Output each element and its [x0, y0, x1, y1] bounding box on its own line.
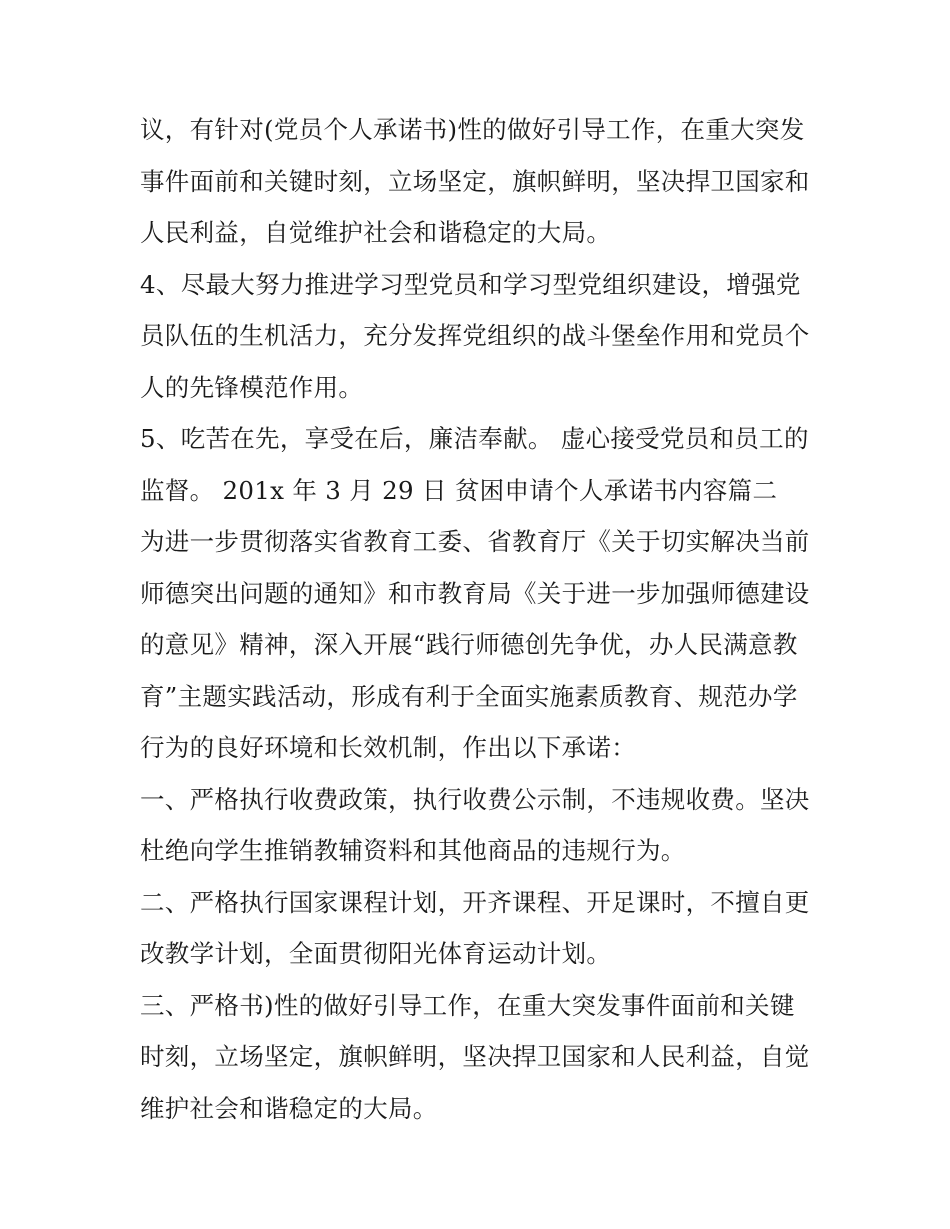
text-line-17: 改教学计划，全面贯彻阳光体育运动计划。 — [140, 939, 612, 968]
text-line-11: 的意见》精神，深入开展“践行师德创先争优，办人民满意教 — [140, 630, 798, 659]
text-line-12: 育”主题实践活动，形成有利于全面实施素质教育、规范办学 — [140, 681, 798, 711]
text-line-7: 5、吃苦在先，享受在后，廉洁奉献。 虚心接受党员和员工的 — [140, 424, 809, 453]
text-line-5: 员队伍的生机活力，充分发挥党组织的战斗堡垒作用和党员个 — [140, 321, 810, 350]
text-line-10: 师德突出问题的通知》和市教育局《关于进一步加强师德建设 — [140, 578, 810, 608]
text-line-6: 人的先锋模范作用。 — [140, 372, 364, 402]
text-line-19: 时刻，立场坚定，旗帜鲜明，坚决捍卫国家和人民利益，自觉 — [140, 1042, 810, 1071]
document-body — [140, 104, 820, 1134]
text-line-18: 三、严格书)性的做好引导工作，在重大突发事件面前和关键 — [140, 990, 795, 1020]
text-line-13: 行为的良好环境和长效机制，作出以下承诺： — [140, 733, 636, 762]
text-line-20: 维护社会和谐稳定的大局。 — [140, 1093, 438, 1123]
text-line-1: 议，有针对(党员个人承诺书)性的做好引导工作，在重大突发 — [140, 115, 805, 144]
text-line-16: 二、严格执行国家课程计划，开齐课程、开足课时，不擅自更 — [140, 887, 810, 917]
text-line-14: 一、严格执行收费政策，执行收费公示制，不违规收费。坚决 — [140, 784, 810, 814]
text-line-8: 监督。 201x 年 3 月 29 日 贫困申请个人承诺书内容篇二 — [140, 475, 778, 505]
text-line-15: 杜绝向学生推销教辅资料和其他商品的违规行为。 — [140, 836, 686, 865]
text-line-9: 为进一步贯彻落实省教育工委、省教育厅《关于切实解决当前 — [140, 527, 810, 556]
text-line-3: 人民利益，自觉维护社会和谐稳定的大局。 — [140, 218, 612, 247]
text-line-2: 事件面前和关键时刻，立场坚定，旗帜鲜明，坚决捍卫国家和 — [140, 166, 810, 196]
text-line-4: 4、尽最大努力推进学习型党员和学习型党组织建设，增强党 — [140, 269, 801, 299]
